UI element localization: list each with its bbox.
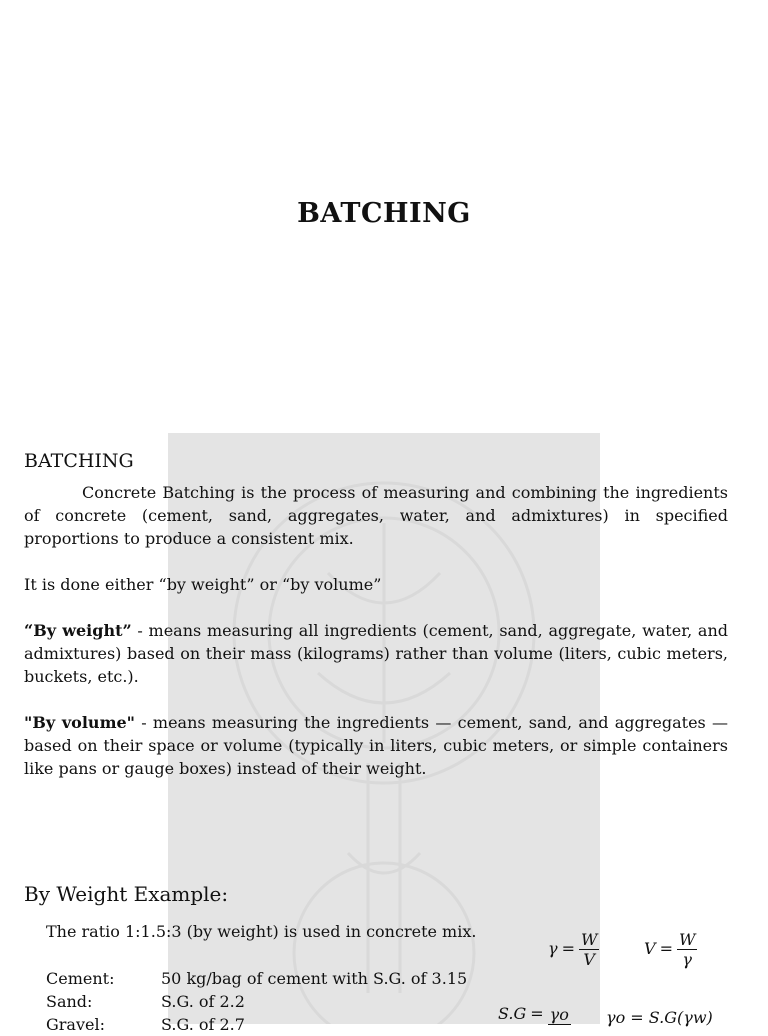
by-weight-term: “By weight” bbox=[24, 621, 132, 640]
sand-label: Sand: bbox=[46, 992, 93, 1011]
volume-formula: V = $\frac{W}{\gamma}$ bbox=[644, 930, 696, 969]
by-weight-definition: - means measuring all ingredients (cement, sand, aggregate, water, and admixtures) based on their mass (kilograms) rather than volume (liters, cubic meters, buckets, etc.). bbox=[24, 621, 728, 686]
gravel-value: S.G. of 2.7 bbox=[161, 1015, 245, 1034]
gravel-label: Gravel: bbox=[46, 1015, 105, 1034]
by-weight-paragraph bbox=[24, 619, 728, 688]
unit-weight-from-sg-formula: γo = S.G(γw) bbox=[606, 1008, 713, 1027]
by-volume-definition: - means measuring the ingredients — cement, sand, and aggregates — based on their space or volume (typically in liters, cubic meters, or simple containers like pans or gauge boxes) instead of their weight. bbox=[24, 713, 728, 778]
cement-label: Cement: bbox=[46, 969, 115, 988]
page-title: BATCHING bbox=[297, 198, 471, 229]
by-volume-term: "By volume" bbox=[24, 713, 136, 732]
ratio-text: The ratio 1:1.5:3 (by weight) is used in concrete mix. bbox=[46, 922, 477, 941]
sand-value: S.G. of 2.2 bbox=[161, 992, 245, 1011]
example-heading: By Weight Example: bbox=[24, 882, 229, 906]
intro-paragraph: Concrete Batching is the process of measuring and combining the ingredients of concrete (cement, sand, aggregates, water, and admixtures) in specified proportions to produce a consistent mix. bbox=[24, 483, 728, 548]
section-heading: BATCHING bbox=[24, 450, 134, 472]
cement-value: 50 kg/bag of cement with S.G. of 3.15 bbox=[161, 969, 468, 988]
unit-weight-formula: γ = $\frac{W}{V}$ bbox=[548, 930, 598, 969]
methods-paragraph: It is done either “by weight” or “by volume” bbox=[24, 575, 382, 594]
by-volume-paragraph bbox=[24, 711, 728, 780]
specific-gravity-formula: S.G = γo bbox=[498, 1004, 569, 1024]
